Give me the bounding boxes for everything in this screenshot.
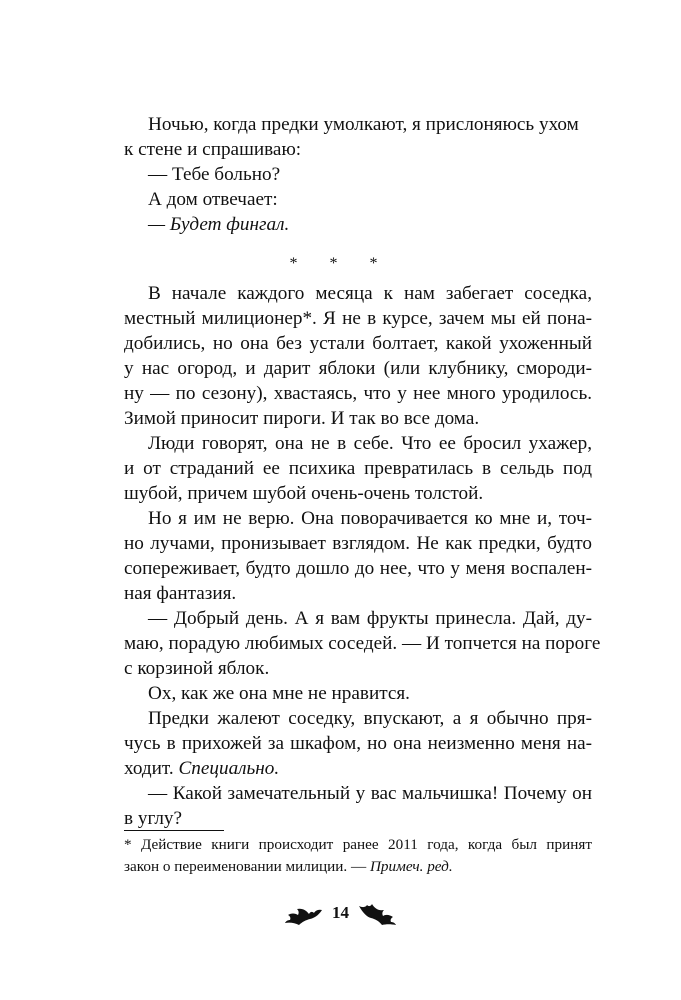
text-line: шубой, причем шубой очень-очень толстой. — [124, 483, 484, 504]
text-line: Ох, как же она мне не нравится. — [148, 683, 410, 704]
bat-left-icon — [284, 900, 324, 926]
text-line: маю, порадую любимых соседей. — И топчется на пороге — [124, 633, 601, 654]
paragraph — [124, 281, 592, 431]
text-line: Предки жалеют соседку, впускают, а я обычно пря- — [148, 708, 592, 729]
text-line — [124, 756, 592, 781]
text-line: Ночью, когда предки умолкают, я прислоняюсь ухом — [148, 114, 579, 135]
text-line: Но я им не верю. Она поворачивается ко мне и, точ- — [148, 508, 592, 529]
text-segment-italic: Примеч. ред. — [369, 858, 453, 875]
text-line: Зимой приносит пироги. И так во все дома. — [124, 408, 480, 429]
text-line: Люди говорят, она не в себе. Что ее бросил ухажер, — [148, 433, 592, 454]
text-line: ну — по сезону), хвастаясь, что у нее много уродилось. — [124, 383, 592, 404]
text-line: В начале каждого месяца к нам забегает соседка, — [148, 283, 592, 304]
text-line: ная фантазия. — [124, 583, 237, 604]
body-text — [124, 281, 601, 831]
text-line: у нас огород, и дарит яблоки (или клубнику, смороди- — [124, 358, 592, 379]
paragraph — [124, 706, 592, 781]
section-separator: * * * — [289, 255, 392, 272]
paragraph — [124, 506, 592, 606]
text-line: местный милиционер*. Я не в курсе, зачем мы ей пона- — [124, 308, 592, 329]
footnote-line — [124, 856, 592, 878]
paragraph — [124, 431, 592, 506]
text-line: добились, но она без устали болтает, какой ухоженный — [124, 333, 592, 354]
text-line: — Какой замечательный у вас мальчишка! Почему он — [148, 783, 592, 804]
text-line: чусь в прихожей за шкафом, но она неизменно меня на- — [124, 733, 592, 754]
footnote-divider — [124, 830, 224, 831]
footnote — [124, 834, 592, 878]
paragraph — [124, 781, 592, 831]
text-line: и от страданий ее психика превратилась в сельдь под — [124, 458, 592, 479]
text-line: — Добрый день. А я вам фрукты принесла. Дай, ду- — [148, 608, 592, 629]
page-footer — [0, 900, 681, 931]
text-line: — Тебе больно? — [148, 164, 281, 185]
text-line: с корзиной яблок. — [124, 658, 270, 679]
opening-dialogue — [124, 112, 592, 237]
text-line-italic: — Будет фингал. — [148, 214, 290, 235]
text-segment: закон о переименовании милиции. — — [124, 858, 370, 875]
paragraph — [124, 681, 592, 706]
text-line: к стене и спрашиваю: — [124, 139, 302, 160]
text-line: сопереживает, будто дошло до нее, что у меня воспален- — [124, 558, 592, 579]
footnote-line: * Действие книги происходит ранее 2011 года, когда был принят — [124, 836, 592, 853]
bat-right-icon — [357, 900, 397, 926]
text-line: А дом отвечает: — [148, 189, 278, 210]
paragraph — [124, 606, 601, 681]
text-segment: ходит. — [124, 758, 179, 779]
text-line: но лучами, пронизывает взглядом. Не как предки, будто — [124, 533, 592, 554]
page-number: 14 — [332, 903, 349, 922]
text-line: в углу? — [124, 808, 183, 829]
text-segment-italic: Специально. — [178, 758, 280, 779]
